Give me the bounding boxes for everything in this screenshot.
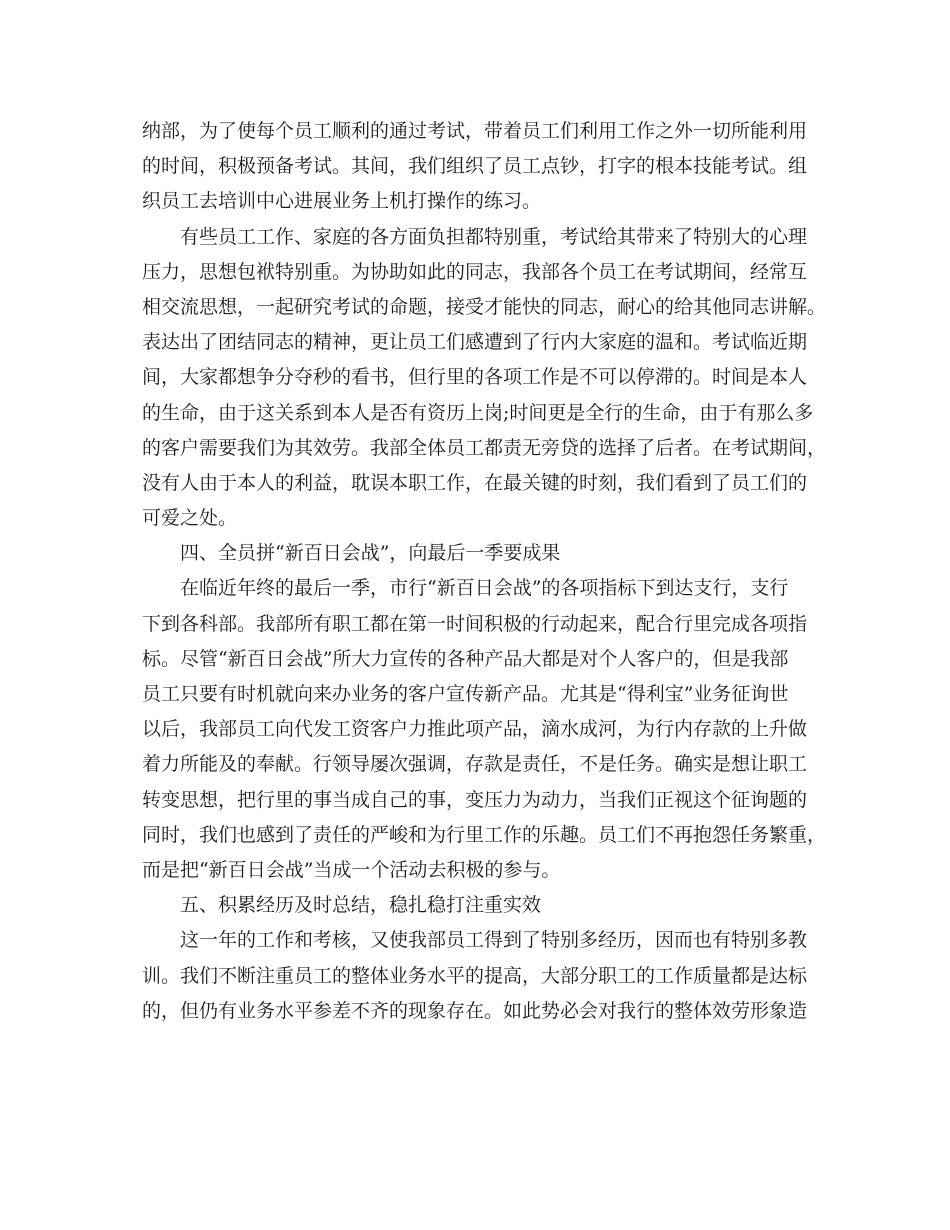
text-line: 标。尽管“新百日会战”所大力宣传的各种产品大都是对个人客户的，但是我部 bbox=[142, 647, 789, 670]
text-line: 训。我们不断注重员工的整体业务水平的提高，大部分职工的工作质量都是达标 bbox=[142, 964, 808, 987]
text-line: 而是把“新百日会战”当成一个活动去积极的参与。 bbox=[142, 858, 561, 881]
text-line: 着力所能及的奉献。行领导屡次强调，存款是责任，不是任务。确实是想让职工 bbox=[142, 753, 808, 776]
text-line: 同时，我们也感到了责任的严峻和为行里工作的乐趣。员工们不再抱怨任务繁重， bbox=[142, 823, 827, 846]
text-line: 的时间，积极预备考试。其间，我们组织了员工点钞，打字的根本技能考试。组 bbox=[142, 155, 808, 178]
text-line: 五、积累经历及时总结，稳扎稳打注重实效 bbox=[180, 894, 542, 917]
document-body bbox=[142, 114, 827, 1029]
text-line: 员工只要有时机就向来办业务的客户宣传新产品。尤其是“得利宝”业务征询世 bbox=[142, 683, 789, 705]
text-line: 表达出了团结同志的精神，更让员工们感遭到了行内大家庭的温和。考试临近期 bbox=[142, 331, 808, 354]
text-line: 压力，思想包袱特别重。为协助如此的同志，我部各个员工在考试期间，经常互 bbox=[142, 260, 808, 283]
text-line: 有些员工工作、家庭的各方面负担都特别重，考试给其带来了特别大的心理 bbox=[180, 225, 808, 248]
text-line: 相交流思想，一起研究考试的命题，接受才能快的同志，耐心的给其他同志讲解。 bbox=[142, 295, 827, 318]
text-line: 的生命，由于这关系到本人是否有资历上岗;时间更是全行的生命，由于有那么多 bbox=[142, 401, 814, 424]
text-line: 四、全员拼“新百日会战”，向最后一季要成果 bbox=[180, 542, 561, 565]
text-line: 这一年的工作和考核，又使我部员工得到了特别多经历，因而也有特别多教 bbox=[180, 929, 808, 952]
text-line: 间，大家都想争分夺秒的看书，但行里的各项工作是不可以停滞的。时间是本人 bbox=[142, 366, 808, 389]
text-line: 没有人由于本人的利益，耽误本职工作，在最关键的时刻，我们看到了员工们的 bbox=[142, 471, 808, 494]
text-line: 的客户需要我们为其效劳。我部全体员工都责无旁贷的选择了后者。在考试期间， bbox=[142, 436, 827, 459]
text-line: 可爱之处。 bbox=[142, 507, 238, 530]
text-line: 织员工去培训中心进展业务上机打操作的练习。 bbox=[142, 190, 542, 213]
text-line: 转变思想，把行里的事当成自己的事，变压力为动力，当我们正视这个征询题的 bbox=[142, 788, 808, 811]
text-line: 纳部，为了使每个员工顺利的通过考试，带着员工们利用工作之外一切所能利用 bbox=[142, 120, 808, 142]
text-line: 的，但仍有业务水平参差不齐的现象存在。如此势必会对我行的整体效劳形象造 bbox=[142, 999, 808, 1022]
text-line: 下到各科部。我部所有职工都在第一时间积极的行动起来，配合行里完成各项指 bbox=[142, 612, 808, 635]
text-line: 以后，我部员工向代发工资客户力推此项产品，滴水成河，为行内存款的上升做 bbox=[142, 718, 808, 741]
text-line: 在临近年终的最后一季，市行“新百日会战”的各项指标下到达支行，支行 bbox=[180, 577, 789, 600]
